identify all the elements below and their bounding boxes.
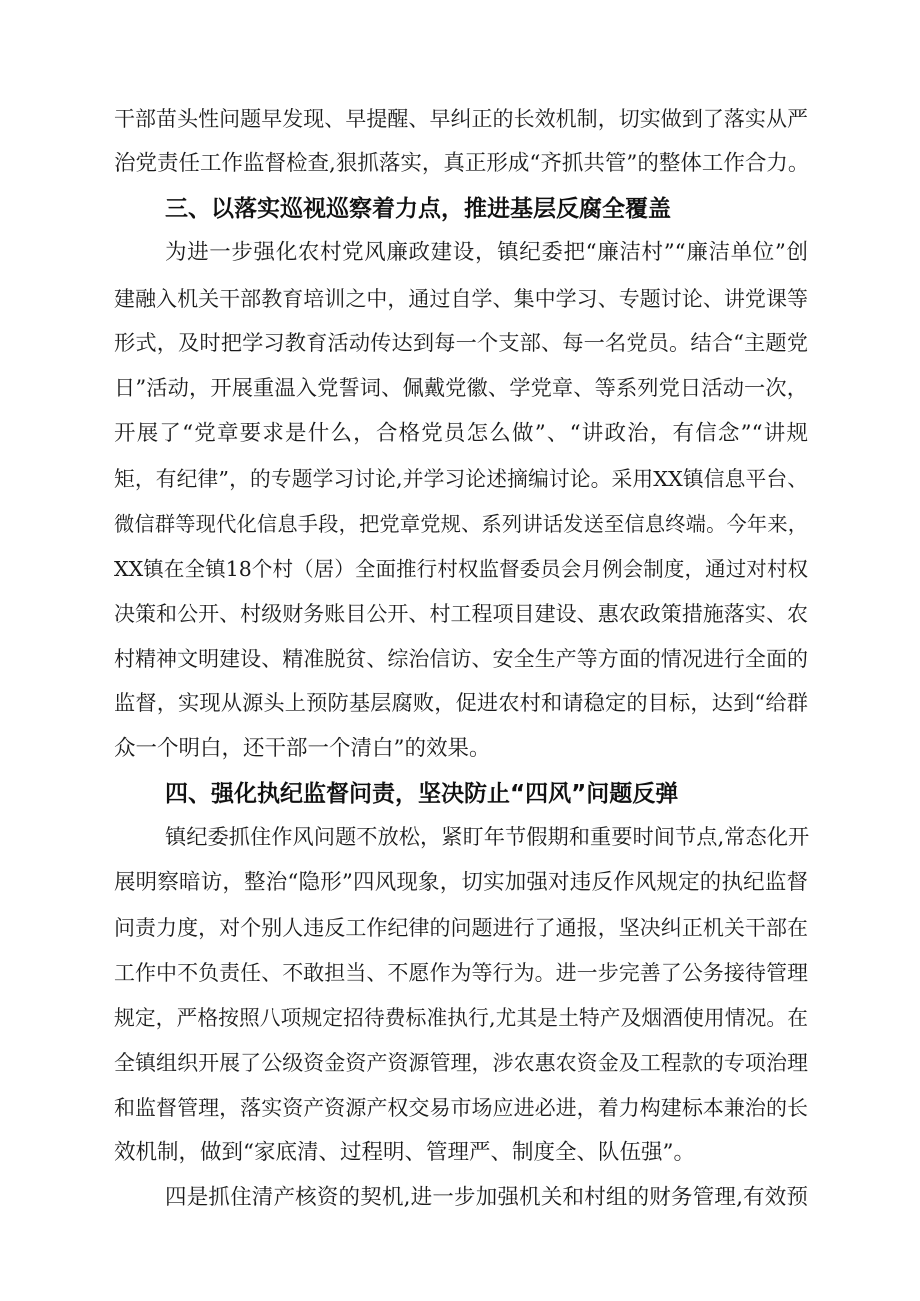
- paragraph-line: 镇纪委抓住作风问题不放松，紧盯年节假期和重要时间节点,常态化开: [165, 825, 810, 850]
- paragraph-line: 日”活动，开展重温入党誓词、佩戴党徽、学党章、等系列党日活动一次，: [114, 376, 808, 401]
- paragraph-line: 四是抓住清产核资的契机,进一步加强机关和村组的财务管理,有效预: [165, 1185, 808, 1210]
- paragraph-line: 矩，有纪律”，的专题学习讨论,并学习论述摘编讨论。采用XX镇信息平台、: [114, 467, 808, 491]
- paragraph-line: 效机制，做到“家底清、过程明、管理严、制度全、队伍强”。: [114, 1140, 695, 1165]
- paragraph-line: 和监督管理，落实资产资源产权交易市场应进必进，着力构建标本兼治的长: [114, 1096, 808, 1120]
- section-heading: 三、以落实巡视巡察着力点，推进基层反腐全覆盖: [165, 196, 671, 222]
- paragraph-line: 微信群等现代化信息手段，把党章党规、系列讲话发送至信息终端。今年来，: [114, 512, 808, 536]
- section-heading: 四、强化执纪监督问责，坚决防止“四风”问题反弹: [165, 781, 679, 807]
- paragraph-line: 展明察暗访，整治“隐形”四风现象，切实加强对违反作风规定的执纪监督: [114, 870, 808, 895]
- paragraph-line: 为进一步强化农村党风廉政建设，镇纪委把“廉洁村”“廉洁单位”创: [165, 240, 808, 265]
- paragraph-line: 众一个明白，还干部一个清白”的效果。: [114, 736, 491, 761]
- paragraph-line: 规定，严格按照八项规定招待费标准执行,尤其是土特产及烟酒使用情况。在: [114, 1006, 808, 1030]
- paragraph-line: 决策和公开、村级财务账目公开、村工程项目建设、惠农政策措施落实、农: [114, 602, 808, 626]
- paragraph-line: 全镇组织开展了公级资金资产资源管理，涉农惠农资金及工程款的专项治理: [114, 1051, 808, 1075]
- paragraph-line: XX镇在全镇18个村（居）全面推行村权监督委员会月例会制度，通过对村权: [114, 557, 808, 581]
- paragraph-line: 问责力度，对个别人违反工作纪律的问题进行了通报，坚决纠正机关干部在: [114, 916, 808, 940]
- paragraph-line: 监督，实现从源头上预防基层腐败，促进农村和请稳定的目标，达到“给群: [114, 691, 808, 716]
- paragraph-line: 开展了“党章要求是什么，合格党员怎么做”、“讲政治，有信念”“讲规: [114, 421, 808, 446]
- paragraph-line: 形式，及时把学习教育活动传达到每一个支部、每一名党员。结合“主题党: [114, 331, 808, 356]
- paragraph-line: 工作中不负责任、不敢担当、不愿作为等行为。进一步完善了公务接待管理: [114, 961, 808, 985]
- paragraph-line: 治党责任工作监督检查,狠抓落实，真正形成“齐抓共管”的整体工作合力。: [114, 151, 810, 176]
- paragraph-line: 干部苗头性问题早发现、早提醒、早纠正的长效机制，切实做到了落实从严: [114, 107, 808, 131]
- paragraph-line: 村精神文明建设、精准脱贫、综治信访、安全生产等方面的情况进行全面的: [114, 647, 808, 671]
- paragraph-line: 建融入机关干部教育培训之中，通过自学、集中学习、专题讨论、讲党课等: [114, 287, 808, 311]
